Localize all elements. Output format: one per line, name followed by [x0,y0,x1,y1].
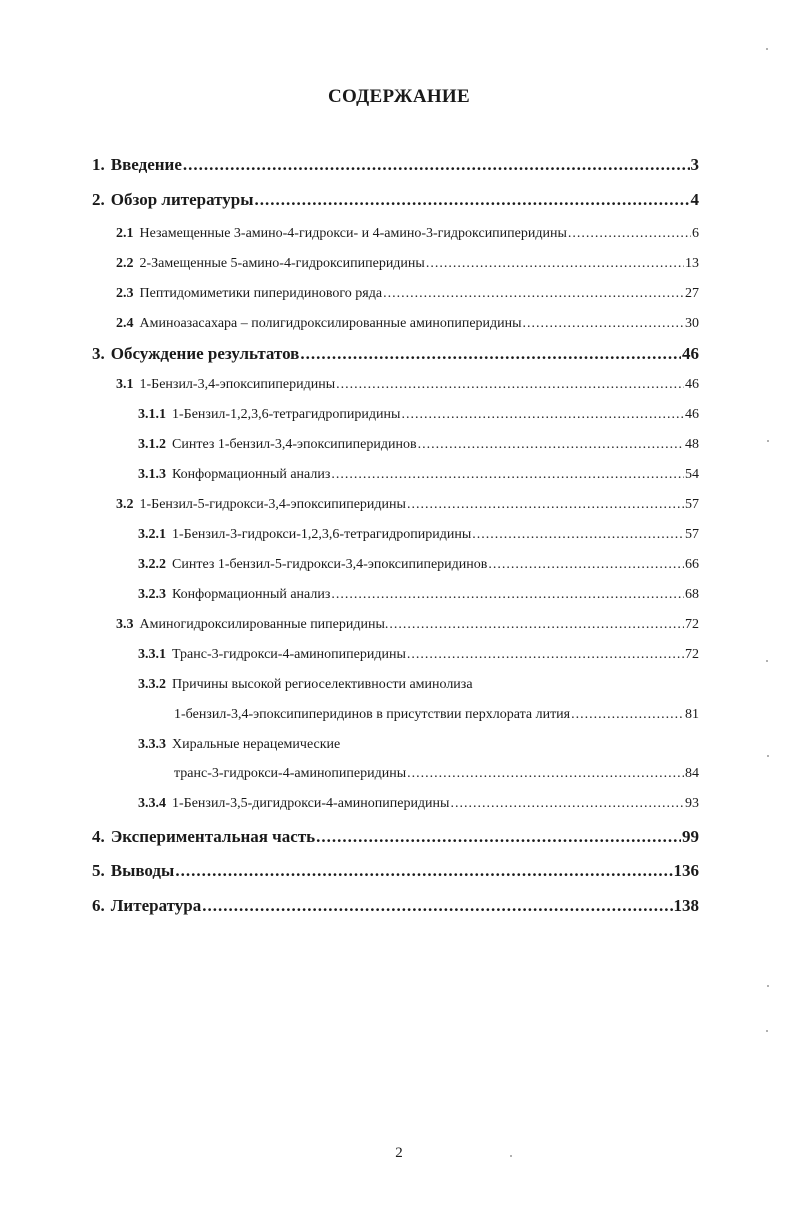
toc-page: 6 [692,226,699,241]
leader-dots [568,226,691,242]
leader-dots [331,467,684,483]
toc-label: Синтез 1-бензил-3,4-эпоксипиперидинов [172,437,417,452]
toc-num: 3.1 [116,377,134,392]
toc-page: 4 [690,190,699,209]
leader-dots [571,707,684,723]
toc-page: 3 [690,155,699,174]
toc-entry-3-3-2[interactable] [138,677,699,693]
toc-page: 136 [673,861,699,880]
toc-entry-3-3-3[interactable] [138,737,699,753]
leader-dots [202,896,672,916]
toc-label: 1-Бензил-5-гидрокси-3,4-эпоксипиперидины [139,497,406,512]
toc-page: 72 [685,617,699,632]
toc-num: 3.2.2 [138,557,166,572]
toc-num: 4. [92,827,105,846]
toc-entry-3-2-3[interactable] [138,587,699,603]
leader-dots [401,407,684,423]
toc-entry-3-3-2-cont[interactable] [174,707,699,723]
toc-num: 3. [92,344,105,363]
toc-entry-2-4[interactable] [116,316,699,332]
toc-label: Незамещенные 3-амино-4-гидрокси- и 4-амино-3-гидроксипиперидины [139,226,567,241]
leader-dots [407,647,684,663]
toc-num: 3.3 [116,617,134,632]
toc-label: Аминоазасахара – полигидроксилированные аминопиперидины [139,316,522,331]
leader-dots [426,256,684,272]
toc-page: 48 [685,437,699,452]
toc-num: 3.3.3 [138,737,166,752]
toc-num: 3.3.4 [138,796,166,811]
toc-label: 1-Бензил-3-гидрокси-1,2,3,6-тетрагидропиридины [172,527,472,542]
toc-entry-3-1-3[interactable] [138,467,699,483]
toc-entry-2-2[interactable] [116,256,699,272]
leader-dots [407,497,684,513]
leader-dots [336,377,684,393]
toc-label: Обсуждение результатов [110,344,300,363]
toc-page: 27 [685,286,699,301]
toc-page: 93 [685,796,699,811]
leader-dots [523,316,684,332]
toc-entry-2-3[interactable] [116,286,699,302]
toc-label: Литература [110,896,202,915]
toc-label: Аминогидроксилированные пиперидины. [139,617,389,632]
toc-label: Хиральные нерацемические [172,737,341,752]
toc-num: 3.1.1 [138,407,166,422]
toc-num: 3.2.3 [138,587,166,602]
toc-page: 30 [685,316,699,331]
toc-num: 3.1.2 [138,437,166,452]
toc-entry-1[interactable] [92,155,699,175]
toc-page: 46 [685,377,699,392]
leader-dots [331,587,684,603]
toc-entry-2[interactable] [92,190,699,210]
leader-dots [472,527,684,543]
toc-label: Пептидомиметики пиперидинового ряда [139,286,383,301]
toc-entry-2-1[interactable] [116,226,699,242]
toc-page: 99 [682,827,699,846]
toc-entry-3-1[interactable] [116,377,699,393]
leader-dots [300,344,681,364]
toc-num: 1. [92,155,105,174]
toc-entry-6[interactable] [92,896,699,916]
toc-label: Обзор литературы [110,190,254,209]
toc-page: 46 [685,407,699,422]
toc-page: 68 [685,587,699,602]
toc-page: 81 [685,707,699,722]
leader-dots [175,861,672,881]
toc-entry-3[interactable] [92,344,699,364]
toc-num: 3.1.3 [138,467,166,482]
toc-num: 3.2 [116,497,134,512]
toc-entry-4[interactable] [92,827,699,847]
toc-entry-3-2-1[interactable] [138,527,699,543]
toc-label: 1-Бензил-3,4-эпоксипиперидины [139,377,336,392]
toc-label: Конформационный анализ [172,467,331,482]
toc-label: Конформационный анализ [172,587,331,602]
scan-speck [766,660,768,662]
toc-entry-3-2[interactable] [116,497,699,513]
toc-num: 2.1 [116,226,134,241]
toc-label: Введение [110,155,182,174]
leader-dots [383,286,684,302]
toc-label: Причины высокой региоселективности аминолиза [172,677,473,692]
toc-num: 3.3.1 [138,647,166,662]
toc-num: 2.3 [116,286,134,301]
toc-num: 6. [92,896,105,915]
toc-page: 57 [685,497,699,512]
leader-dots [407,766,684,782]
toc-entry-5[interactable] [92,861,699,881]
toc-label: 1-Бензил-1,2,3,6-тетрагидропиридины [172,407,401,422]
toc-num: 3.3.2 [138,677,166,692]
toc-page: 66 [685,557,699,572]
toc-entry-3-2-2[interactable] [138,557,699,573]
scan-speck [510,1155,512,1157]
toc-page: 138 [673,896,699,915]
toc-page: 13 [685,256,699,271]
toc-label: 2-Замещенные 5-амино-4-гидроксипиперидины [139,256,425,271]
leader-dots [488,557,684,573]
toc-entry-3-3-3-cont[interactable] [174,766,699,782]
toc-label: Синтез 1-бензил-5-гидрокси-3,4-эпоксипиперидинов [172,557,488,572]
toc-page: 54 [685,467,699,482]
scan-speck [766,48,768,50]
toc-label: Экспериментальная часть [110,827,316,846]
toc-entry-3-3[interactable] [116,617,699,633]
toc-entry-3-1-2[interactable] [138,437,699,453]
page-number: 2 [395,1145,403,1161]
toc-page: 72 [685,647,699,662]
toc-label-continuation: транс-3-гидрокси-4-аминопиперидины [174,766,407,781]
scan-speck [767,985,769,987]
toc-page: 57 [685,527,699,542]
leader-dots [183,155,690,175]
leader-dots [316,827,681,847]
toc-entry-3-1-1[interactable] [138,407,699,423]
toc-label-continuation: 1-бензил-3,4-эпоксипиперидинов в присутствии перхлората лития [174,707,571,722]
toc-num: 2. [92,190,105,209]
toc-num: 2.4 [116,316,134,331]
toc-label: Выводы [110,861,175,880]
scan-speck [767,755,769,757]
toc-num: 3.2.1 [138,527,166,542]
leader-dots [418,437,684,453]
toc-entry-3-3-4[interactable] [138,796,699,812]
toc-num: 2.2 [116,256,134,271]
leader-dots [389,617,684,633]
toc-page: 46 [682,344,699,363]
toc-entry-3-3-1[interactable] [138,647,699,663]
leader-dots [450,796,684,812]
toc-label: 1-Бензил-3,5-дигидрокси-4-аминопиперидины [172,796,450,811]
scan-speck [766,1030,768,1032]
scan-speck [767,440,769,442]
toc-num: 5. [92,861,105,880]
leader-dots [255,190,690,210]
toc-label: Транс-3-гидрокси-4-аминопиперидины [172,647,406,662]
toc-page: 84 [685,766,699,781]
page-title: СОДЕРЖАНИЕ [328,86,470,107]
